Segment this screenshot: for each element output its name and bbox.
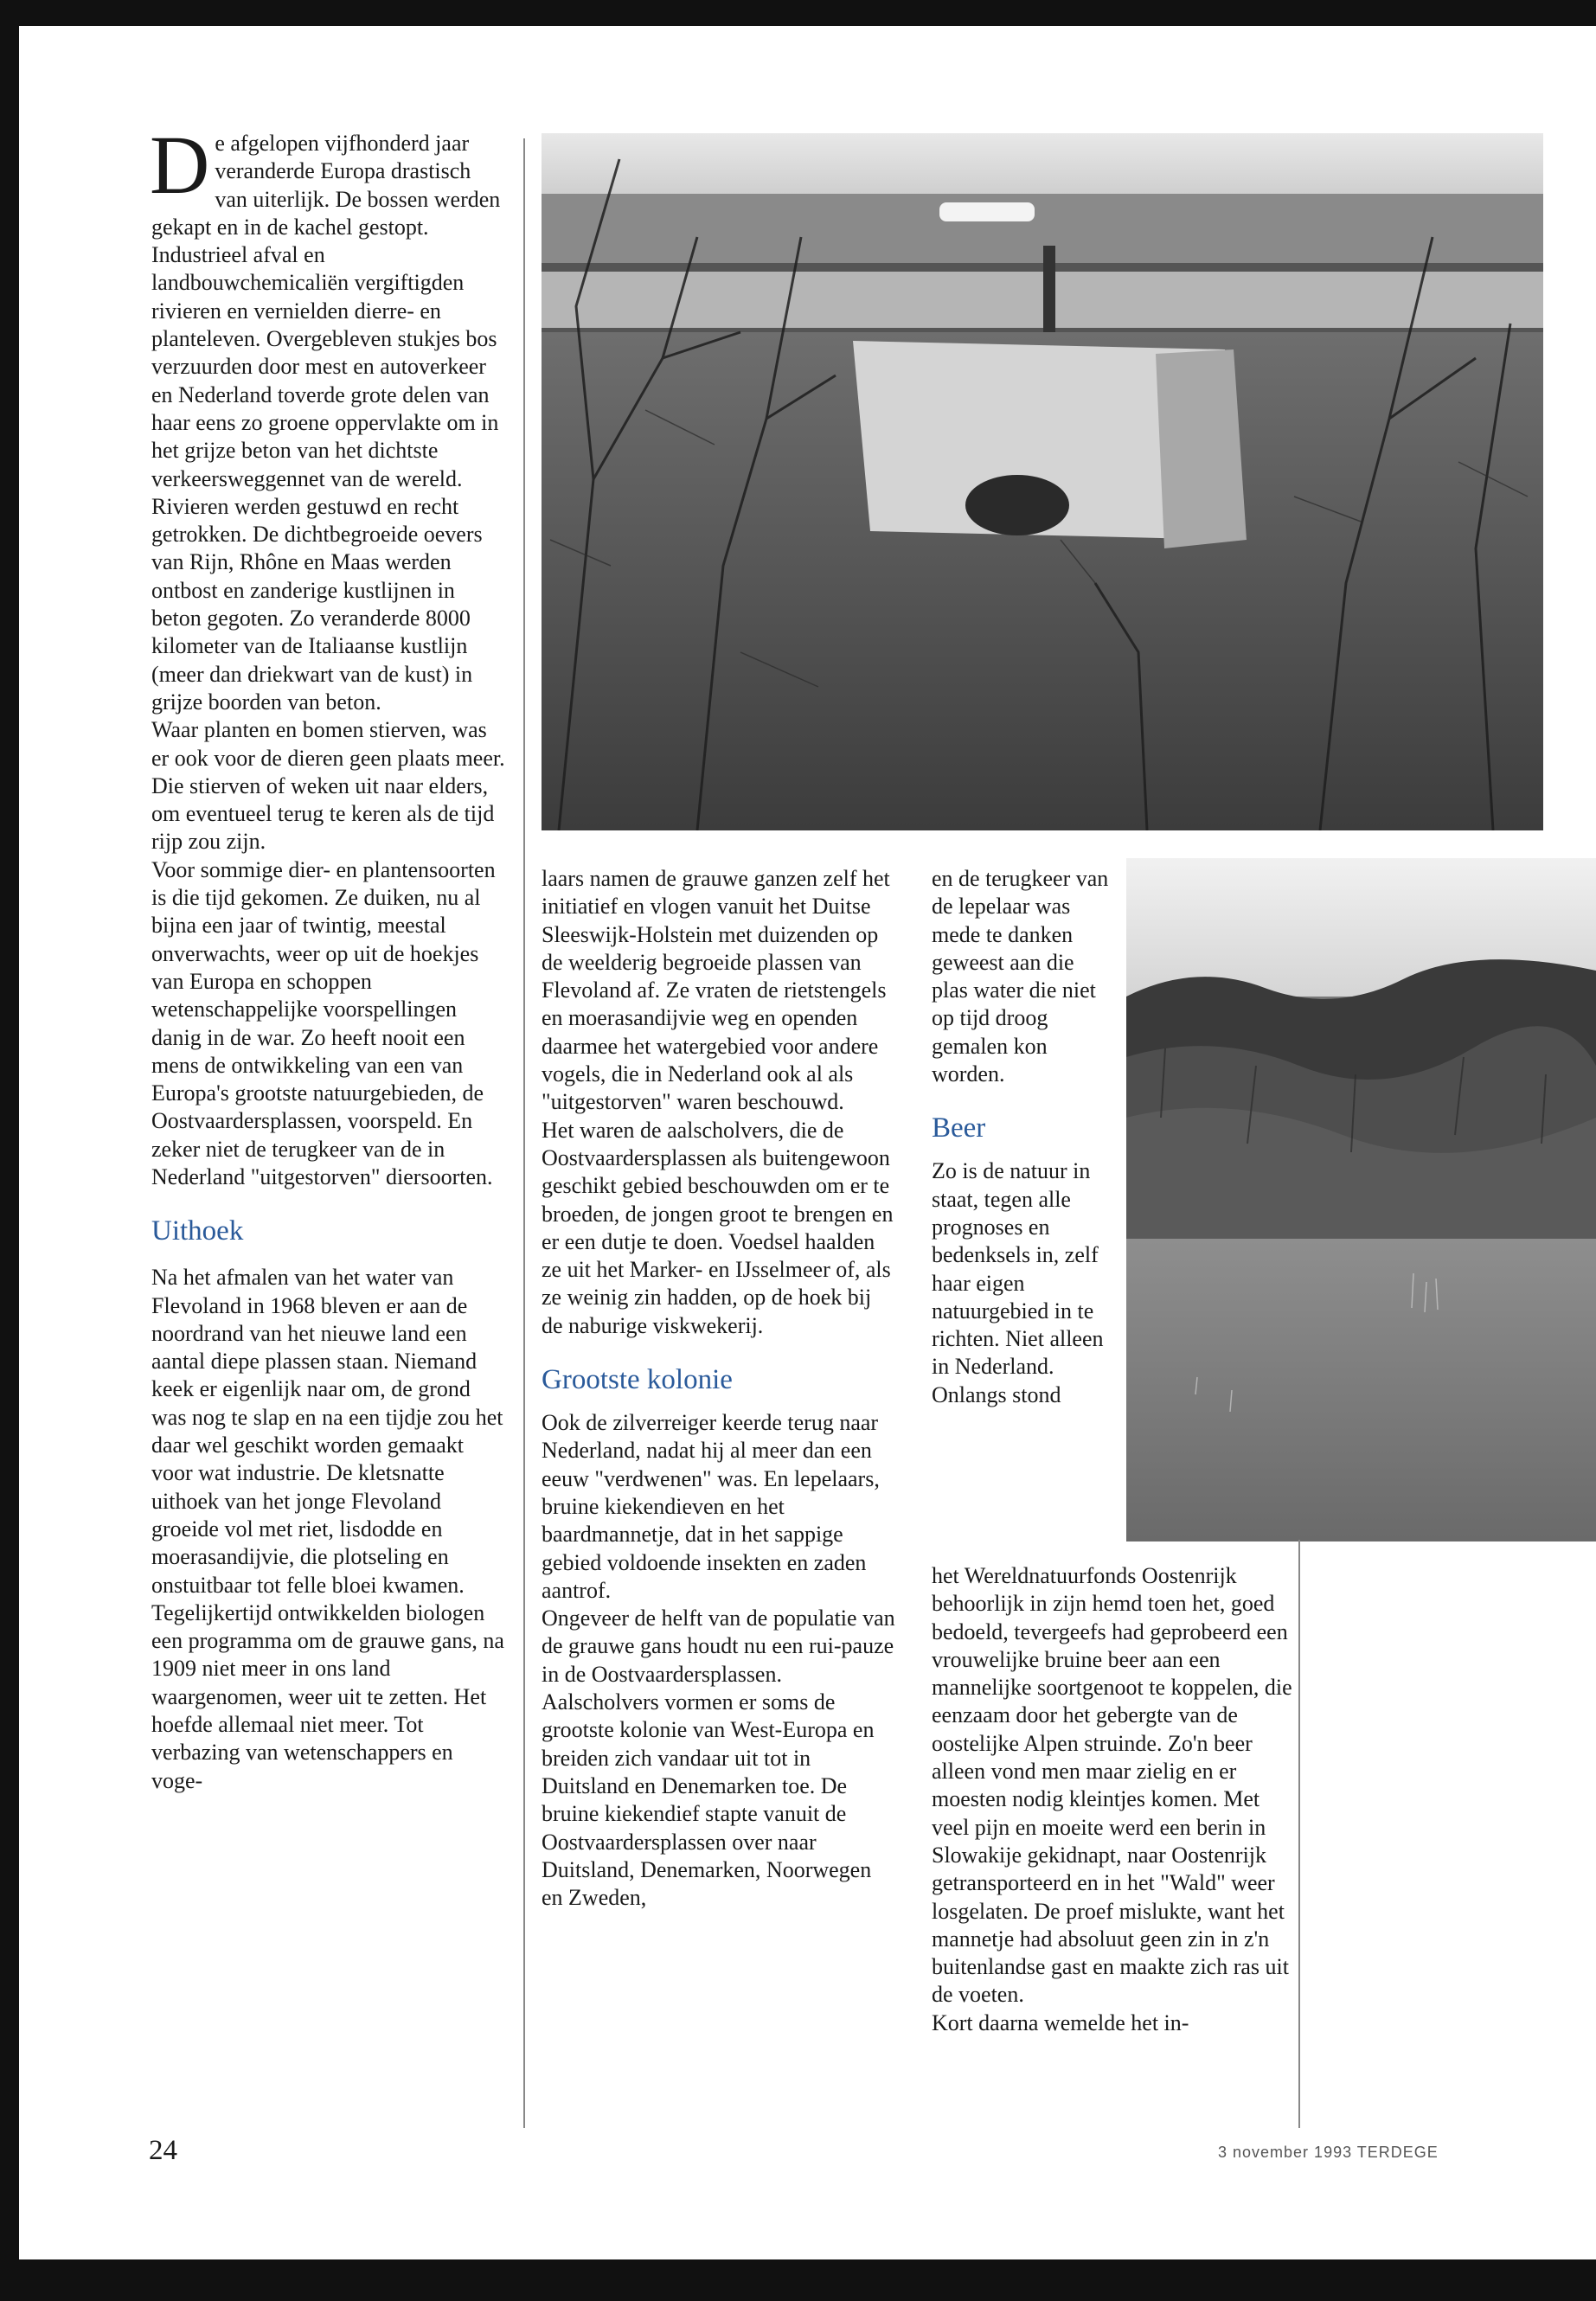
paragraph: Tegelijkertijd ontwikkelden biologen een programma om de grauwe gans, na 1909 niet meer in ons land waargenomen, weer uit te zetten. Het hoefde allemaal niet meer. Tot verbazing van wetenschappers en voge-	[151, 1599, 504, 1793]
column-rule-2	[1298, 1540, 1300, 2128]
paragraph: Het waren de aalscholvers, die de Oostvaardersplassen als buitengewoon geschikt gebied beschouwden om er te broeden, de jongen groot te brengen en er een dutje te doen. Voedsel haalden ze uit het Marker- en IJsselmeer of, als ze weinig zin hadden, op de hoek bij de naburige viskwekerij.	[542, 1117, 894, 1338]
paragraph: Zo is de natuur in staat, tegen alle prognoses en bedenksels in, zelf haar eigen natuurgebied in te richten. Niet alleen in Nederland. Onlangs stond	[932, 1158, 1104, 1407]
paragraph: Waar planten en bomen stierven, was er ook voor de dieren geen plaats meer. Die stierven of weken uit naar elders, om eventueel terug te keren als de tijd rijp zou zijn.	[151, 717, 505, 855]
paragraph: laars namen de grauwe ganzen zelf het initiatief en vlogen vanuit het Duitse Sleeswijk-Holstein met duizenden op de weelderig begroeide plassen van Flevoland af. Ze vraten de rietstengels en moerasandijvie weg en openden daarmee het watergebied voor andere vogels, die in Nederland ook al als "uitgestorven" waren beschouwd.	[542, 866, 890, 1115]
paragraph: Voor sommige dier- en plantensoorten is die tijd gekomen. Ze duiken, nu al bijna een jaar of twintig, meestal onverwachts, weer op uit de hoekjes van Europa en schoppen wetenschappelijke voorspellingen danig in de war. Zo heeft nooit een mens de ontwikkeling van een van Europa's grootste natuurgebieden, de Oostvaardersplassen, voorspeld. En zeker niet de terugkeer van de in Nederland "uitgestorven" diersoorten.	[151, 856, 496, 1189]
dropcap: D	[150, 119, 210, 211]
photo-marsh	[1126, 858, 1596, 1541]
paragraph: en de terugkeer van de lepelaar was mede te danken geweest aan die plas water die niet op tijd droog gemalen kon worden.	[932, 866, 1109, 1087]
paragraph: het Wereldnatuurfonds Oostenrijk behoorlijk in zijn hemd toen het, goed bedoeld, tevergeefs had geprobeerd een vrouwelijke bruine beer aan een mannelijke soortgenoot te koppelen, die eenzaam door het gebergte van de oostelijke Alpen struinde. Zo'n beer alleen vond men maar zielig en er moesten nodig kleintjes komen. Met veel pijn en moeite werd een berin in Slowakije gekidnapt, naar Oostenrijk getransporteerd en in het "Wald" weer losgelaten. De proef mislukte, want het mannetje had absoluut geen zin in z'n buitenlandse gast en maakte zich ras uit de voeten.	[932, 1563, 1292, 2008]
subheading-grootste-kolonie: Grootste kolonie	[542, 1364, 733, 1396]
photo-culvert	[542, 133, 1543, 830]
paragraph: Na het afmalen van het water van Flevoland in 1968 bleven er aan de noordrand van het nieuwe land een aantal diepe plassen staan. Niemand keek er eigenlijk naar om, de grond was nog te slap en na een tijdje zou het daar wel geschikt worden gemaakt voor wat industrie. De kletsnatte uithoek van het jonge Flevoland groeide vol met riet, lisdodde en moerasandijvie, die plotseling en onstuitbaar tot felle bloei kwamen.	[151, 1265, 503, 1598]
paragraph: Kort daarna wemelde het in-	[932, 2009, 1189, 2035]
column-3-wide	[932, 1562, 1295, 2037]
column-2	[542, 865, 896, 1912]
scan-border-bottom	[0, 2259, 1596, 2301]
paragraph: Rivieren werden gestuwd en recht getrokken. De dichtbegroeide oevers van Rijn, Rhône en Maas werden ontbost en zanderige kustlijnen in beton gegoten. Zo veranderde 8000 kilometer van de Italiaanse kustlijn (meer dan driekwart van de kust) in grijze boorden van beton.	[151, 493, 483, 715]
paragraph: Ook de zilverreiger keerde terug naar Nederland, nadat hij al meer dan een eeuw "verdwenen" was. En lepelaars, bruine kiekendieven en het baardmannetje, dat in het sappige gebied voldoende insekten en zaden aantrof.	[542, 1410, 880, 1603]
intro-text: e afgelopen vijfhonderd jaar veranderde Europa drastisch van uiterlijk. De bossen werden gekapt en in de kachel gestopt. Industrieel afval en landbouwchemicaliën vergiftigden rivieren en vernielden dierre- en planteleven. Overgebleven stukjes bos verzuurden door mest en autoverkeer en Nederland toverde grote delen van haar eens zo groene oppervlakte om in het grijze beton van het dichtste verkeersweggennet van de wereld.	[151, 131, 501, 491]
scan-border-top	[0, 0, 1596, 26]
column-rule-1	[523, 138, 525, 2128]
subheading-beer: Beer	[932, 1112, 986, 1144]
subheading-uithoek: Uithoek	[151, 1215, 244, 1247]
scan-border-left	[0, 0, 19, 2301]
issue-date-footer: 3 november 1993 TERDEGE	[1218, 2144, 1439, 2161]
photo-culvert-image	[542, 133, 1543, 830]
column-1	[150, 119, 506, 1795]
page-number: 24	[149, 2135, 177, 2166]
column-3-narrow	[932, 865, 1113, 1409]
intro-paragraph	[150, 119, 506, 493]
paragraph: Ongeveer de helft van de populatie van de grauwe gans houdt nu een rui-pauze in de Oostvaardersplassen. Aalscholvers vormen er soms de grootste kolonie van West-Europa en breiden zich vandaar uit tot in Duitsland en Denemarken toe. De bruine kiekendief stapte vanuit de Oostvaardersplassen over naar Duitsland, Denemarken, Noorwegen en Zweden,	[542, 1606, 895, 1911]
photo-marsh-image	[1126, 858, 1596, 1541]
